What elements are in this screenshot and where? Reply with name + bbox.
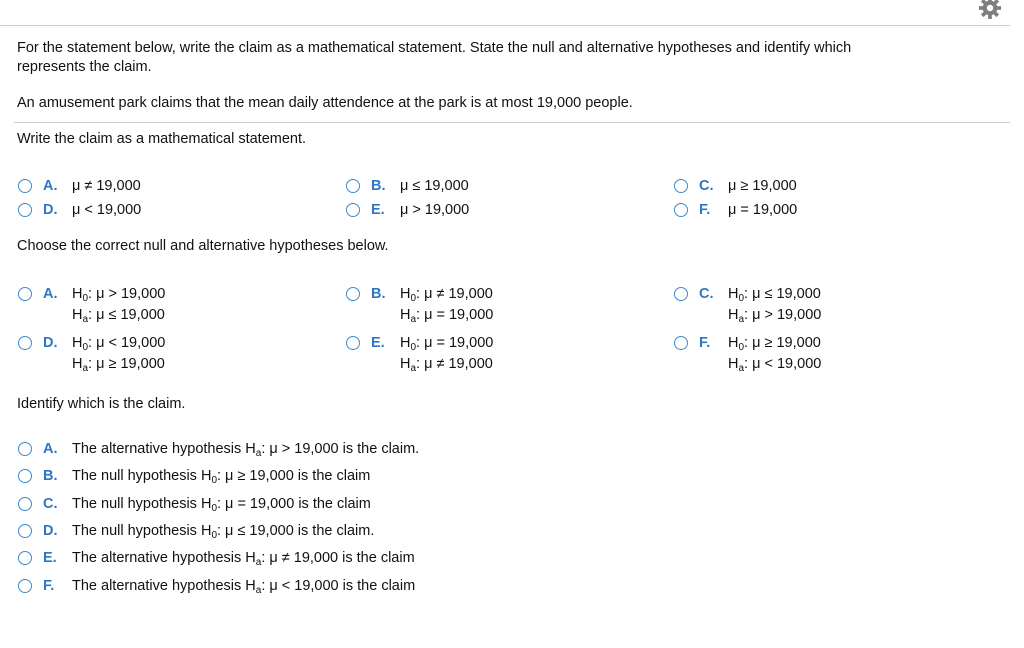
q2-a-null-hypothesis: $H_0$: μ > 19,000 <box>72 286 166 304</box>
option-text: The null hypothesis $H_0$: μ = 19,000 is the claim <box>72 496 371 514</box>
option-letter: B. <box>371 286 386 302</box>
radio-button-icon[interactable] <box>674 179 688 193</box>
radio-button-icon[interactable] <box>18 179 32 193</box>
option-letter: A. <box>43 286 58 302</box>
option-letter: F. <box>699 335 711 351</box>
q2-c-null-hypothesis: $H_0$: μ ≤ 19,000 <box>728 286 821 304</box>
option-letter: D. <box>43 202 58 218</box>
question-1-prompt: Write the claim as a mathematical statement. <box>17 131 307 147</box>
option-letter: E. <box>371 335 385 351</box>
instructions-line-1: For the statement below, write the claim as a mathematical statement. State the null and alternative hypotheses and identify which <box>17 40 852 56</box>
q2-a-alt-hypothesis: $H_a$: μ ≤ 19,000 <box>72 307 165 325</box>
radio-button-icon[interactable] <box>18 203 32 217</box>
radio-button-icon[interactable] <box>18 551 32 565</box>
q2-e-alt-hypothesis: $H_a$: μ ≠ 19,000 <box>400 356 493 374</box>
radio-button-icon[interactable] <box>346 336 360 350</box>
instructions-line-2: represents the claim. <box>17 59 152 75</box>
option-expression: μ > 19,000 <box>400 202 470 218</box>
option-expression: μ ≠ 19,000 <box>72 178 141 194</box>
option-letter: A. <box>43 178 58 194</box>
problem-statement: An amusement park claims that the mean daily attendence at the park is at most 19,000 people. <box>17 95 633 111</box>
section-divider <box>14 122 1010 123</box>
option-letter: E. <box>371 202 385 218</box>
radio-button-icon[interactable] <box>346 287 360 301</box>
option-letter: B. <box>371 178 386 194</box>
option-expression: μ = 19,000 <box>728 202 798 218</box>
q2-b-null-hypothesis: $H_0$: μ ≠ 19,000 <box>400 286 493 304</box>
q2-f-null-hypothesis: $H_0$: μ ≥ 19,000 <box>728 335 821 353</box>
radio-button-icon[interactable] <box>674 287 688 301</box>
top-divider <box>0 25 1010 26</box>
question-3-prompt: Identify which is the claim. <box>17 396 186 412</box>
q2-e-null-hypothesis: $H_0$: μ = 19,000 <box>400 335 494 353</box>
q2-d-null-hypothesis: $H_0$: μ < 19,000 <box>72 335 166 353</box>
radio-button-icon[interactable] <box>346 203 360 217</box>
option-expression: μ < 19,000 <box>72 202 142 218</box>
radio-button-icon[interactable] <box>18 442 32 456</box>
option-text: The null hypothesis $H_0$: μ ≤ 19,000 is the claim. <box>72 523 375 541</box>
q2-f-alt-hypothesis: $H_a$: μ < 19,000 <box>728 356 822 374</box>
option-letter: F. <box>699 202 711 218</box>
q2-c-alt-hypothesis: $H_a$: μ > 19,000 <box>728 307 822 325</box>
radio-button-icon[interactable] <box>18 497 32 511</box>
option-letter: A. <box>43 441 58 457</box>
option-letter: F. <box>43 578 55 594</box>
radio-button-icon[interactable] <box>18 287 32 301</box>
radio-button-icon[interactable] <box>346 179 360 193</box>
option-text: The alternative hypothesis $H_a$: μ ≠ 19,000 is the claim <box>72 550 415 568</box>
option-text: The alternative hypothesis $H_a$: μ < 19,000 is the claim <box>72 578 416 596</box>
radio-button-icon[interactable] <box>18 524 32 538</box>
option-letter: D. <box>43 335 58 351</box>
q2-d-alt-hypothesis: $H_a$: μ ≥ 19,000 <box>72 356 165 374</box>
radio-button-icon[interactable] <box>674 203 688 217</box>
radio-button-icon[interactable] <box>18 579 32 593</box>
radio-button-icon[interactable] <box>674 336 688 350</box>
option-letter: D. <box>43 523 58 539</box>
option-letter: C. <box>699 286 714 302</box>
option-expression: μ ≥ 19,000 <box>728 178 797 194</box>
option-letter: B. <box>43 468 58 484</box>
radio-button-icon[interactable] <box>18 336 32 350</box>
radio-button-icon[interactable] <box>18 469 32 483</box>
option-letter: C. <box>43 496 58 512</box>
option-text: The null hypothesis $H_0$: μ ≥ 19,000 is the claim <box>72 468 371 486</box>
option-expression: μ ≤ 19,000 <box>400 178 469 194</box>
q2-b-alt-hypothesis: $H_a$: μ = 19,000 <box>400 307 494 325</box>
gear-icon[interactable] <box>978 0 1002 19</box>
question-2-prompt: Choose the correct null and alternative hypotheses below. <box>17 238 389 254</box>
option-letter: E. <box>43 550 57 566</box>
option-letter: C. <box>699 178 714 194</box>
option-text: The alternative hypothesis $H_a$: μ > 19,000 is the claim. <box>72 441 420 459</box>
